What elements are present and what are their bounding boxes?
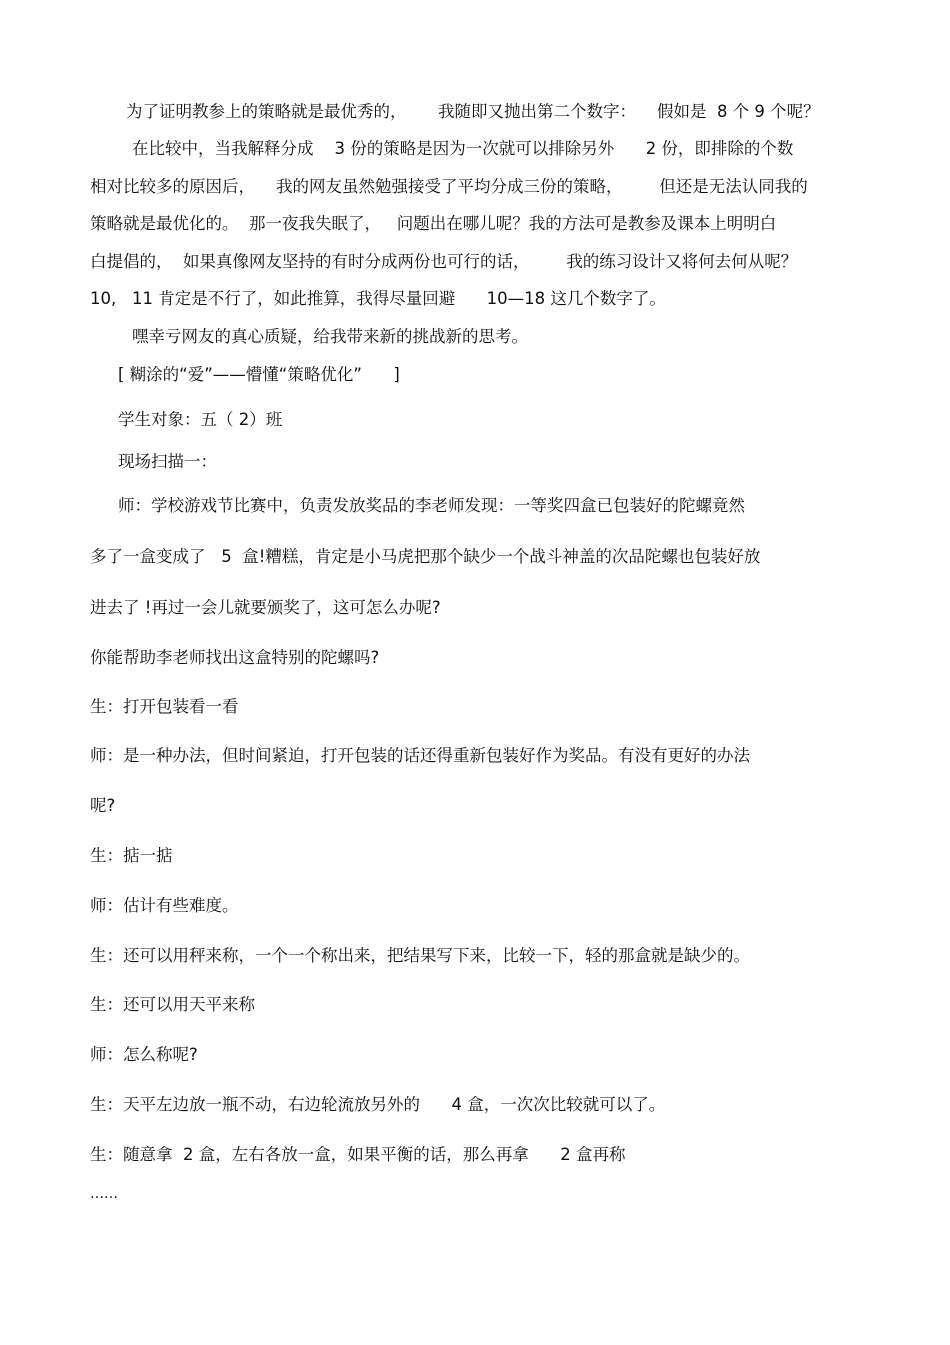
teacher-intro-line-1: 师：学校游戏节比赛中，负责发放奖品的李老师发现：一等奖四盒已包装好的陀螺竟然 xyxy=(118,496,745,515)
paragraph-comparison-line-5: 10, 11 肯定是不行了，如此推算，我得尽量回避 10—18 这几个数字了。 xyxy=(90,289,666,308)
dialogue-line: 生：天平左边放一瓶不动，右边轮流放另外的 4 盒，一次次比较就可以了。 xyxy=(90,1095,666,1114)
paragraph-comparison-line-2: 相对比较多的原因后， 我的网友虽然勉强接受了平均分成三份的策略， 但还是无法认同我的 xyxy=(90,177,808,196)
dialogue-line: 生：还可以用秤来称，一个一个称出来，把结果写下来，比较一下，轻的那盒就是缺少的。 xyxy=(90,946,750,965)
dialogue-line: 呢? xyxy=(90,796,116,815)
teacher-intro-line-2: 多了一盒变成了 5 盒!糟糕，肯定是小马虎把那个缺少一个战斗神盖的次品陀螺也包装好放 xyxy=(90,547,761,566)
teacher-intro-line-3: 进去了 !再过一会儿就要颁奖了，这可怎么办呢? xyxy=(90,598,441,617)
dialogue-line: 师：估计有些难度。 xyxy=(90,896,239,915)
paragraph-comparison-line-3: 策略就是最优化的。 那一夜我失眠了， 问题出在哪儿呢？我的方法可是教参及课本上明明白 xyxy=(90,214,777,233)
paragraph-reflection: 嘿幸亏网友的真心质疑，给我带来新的挑战新的思考。 xyxy=(132,327,528,346)
dialogue-question: 你能帮助李老师找出这盒特别的陀螺吗? xyxy=(90,648,380,667)
paragraph-comparison-line-4: 白提倡的， 如果真像网友坚持的有时分成两份也可行的话， 我的练习设计又将何去何从呢？ xyxy=(90,252,798,271)
dialogue-line: 生：还可以用天平来称 xyxy=(90,995,255,1014)
ellipsis: …… xyxy=(90,1186,118,1202)
student-class-line: 学生对象：五（ 2）班 xyxy=(118,410,283,429)
section-heading: [ 糊涂的“爱”——懵懂“策略优化” ] xyxy=(118,365,400,384)
dialogue-line: 师：怎么称呢? xyxy=(90,1045,198,1064)
paragraph-strategy-question: 为了证明教参上的策略就是最优秀的， 我随即又抛出第二个数字： 假如是 8 个 9 个呢？ xyxy=(126,102,820,121)
dialogue-line: 生：掂一掂 xyxy=(90,846,173,865)
dialogue-line: 师：是一种办法，但时间紧迫，打开包装的话还得重新包装好作为奖品。有没有更好的办法 xyxy=(90,746,750,765)
paragraph-comparison-line-1: 在比较中，当我解释分成 3 份的策略是因为一次就可以排除另外 2 份，即排除的个数 xyxy=(132,139,794,158)
scene-scan-label: 现场扫描一： xyxy=(118,452,217,471)
dialogue-line: 生：随意拿 2 盒，左右各放一盒，如果平衡的话，那么再拿 2 盒再称 xyxy=(90,1145,626,1164)
dialogue-line: 生：打开包装看一看 xyxy=(90,697,239,716)
